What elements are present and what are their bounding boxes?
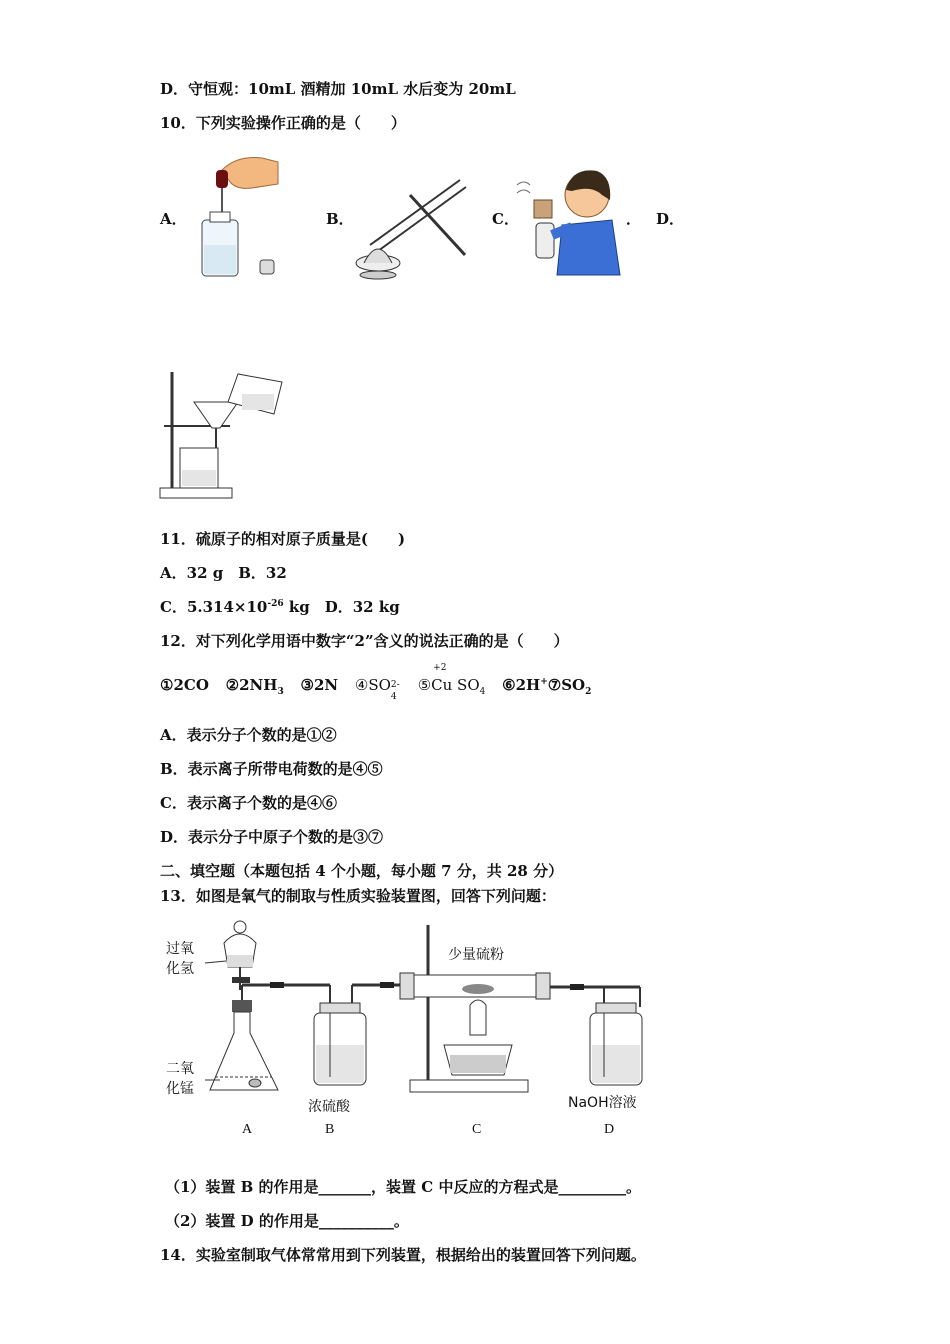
q10-label-d: D． (656, 210, 685, 228)
q10-label-dot: ． (626, 210, 642, 228)
q9-option-d: D．守恒观：10mL 酒精加 10mL 水后变为 20mL (160, 80, 516, 98)
label-h2o2-line1: 过氧 (166, 941, 194, 957)
q11-stem: 11．硫原子的相对原子质量是( ) (160, 530, 406, 548)
formula-5: ⑤ +2 Cu SO4 (417, 663, 486, 697)
q11-option-c-exponent: -26 (267, 599, 284, 609)
label-sulfur: 少量硫粉 (448, 947, 504, 963)
test-tube-heating-figure (350, 175, 470, 280)
q10-label-a: A． (160, 210, 187, 228)
q12-stem: 12．对下列化学用语中数字“2”含义的说法正确的是（ ） (160, 632, 569, 650)
q10-label-c: C． (492, 210, 519, 228)
dropper-bottle-figure (192, 150, 282, 280)
q14-stem: 14．实验室制取气体常常用到下列装置，根据给出的装置回答下列问题。 (160, 1246, 646, 1264)
q13-stem: 13．如图是氧气的制取与性质实验装置图，回答下列问题： (160, 887, 556, 905)
q12-option-c: C．表示离子个数的是④⑥ (160, 794, 337, 812)
label-a: A (242, 1122, 253, 1137)
q11-option-rest: kg D．32 kg (283, 598, 400, 616)
formula-2: ②2NH3 (225, 676, 284, 697)
q10-stem: 10．下列实验操作正确的是（ ） (160, 114, 406, 132)
label-b: B (325, 1122, 335, 1137)
label-h2o2-line2: 化氢 (166, 961, 194, 977)
q11-option-c-mantissa: C．5.314×10 (160, 598, 268, 616)
q11-options-ab: A．32 g B．32 (160, 564, 287, 582)
q12-option-a: A．表示分子个数的是①② (160, 726, 337, 744)
label-h2so4: 浓硫酸 (308, 1099, 350, 1115)
formula-1: ①2CO (160, 676, 209, 694)
q10-label-b: B． (326, 210, 354, 228)
q12-option-b: B．表示离子所带电荷数的是④⑤ (160, 760, 383, 778)
boy-smelling-figure (512, 165, 627, 280)
q11-options-cd (160, 596, 400, 617)
q13-sub-2: （2）装置 D 的作用是__________。 (165, 1212, 409, 1230)
filtration-figure (158, 370, 288, 502)
q12-option-d: D．表示分子中原子个数的是③⑦ (160, 828, 384, 846)
formula-4: ④SO 2- 4 (354, 676, 400, 702)
formula-3: ③2N (300, 676, 339, 694)
q12-formula-list (160, 663, 603, 702)
label-naoh: NaOH溶液 (568, 1095, 637, 1111)
section-2-heading: 二、填空题（本题包括 4 个小题，每小题 7 分，共 28 分） (160, 862, 564, 880)
formula-6-7: ⑥2H+⑦SO2 (502, 676, 592, 697)
label-mno2-line1: 二氧 (166, 1061, 194, 1077)
label-mno2-line2: 化锰 (166, 1081, 194, 1097)
label-d: D (604, 1122, 615, 1137)
label-c: C (472, 1122, 482, 1137)
q13-sub-1: （1）装置 B 的作用是_______，装置 C 中反应的方程式是_________。 (165, 1178, 641, 1196)
